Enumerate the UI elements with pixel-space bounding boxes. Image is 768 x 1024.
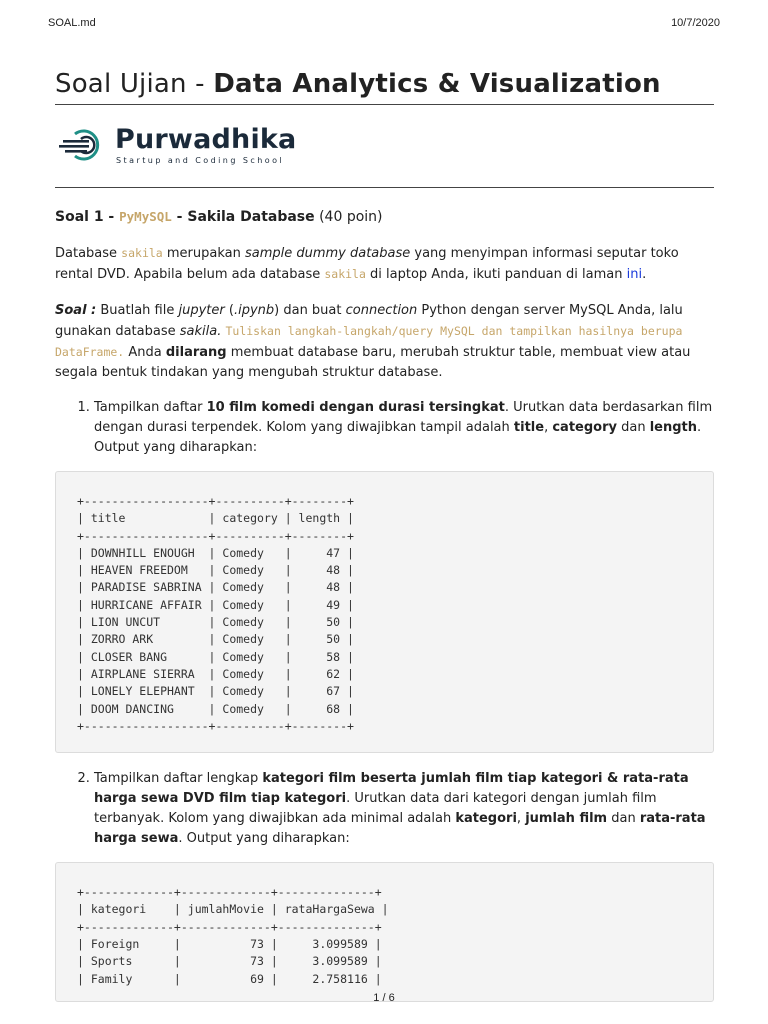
intro-text: di laptop Anda, ikuti panduan di laman <box>365 267 627 282</box>
task-text: , <box>516 811 526 827</box>
instructions-text: Buatlah file <box>96 303 179 318</box>
task-text: . Output yang diharapkan: <box>178 831 350 847</box>
soal-1-library: PyMySQL <box>119 209 172 224</box>
task-list <box>55 398 714 1002</box>
page-title-light: Soal Ujian - <box>55 69 214 99</box>
task-bold: rata-rata harga sewa <box>94 811 706 847</box>
page-title-bold: Data Analytics & Visualization <box>213 69 661 99</box>
purwadhika-swoosh-icon <box>59 128 111 162</box>
task-text: . Output yang diharapkan: <box>94 420 702 455</box>
instructions-text: membuat database baru, merubah struktur table, membuat view atau segala bentuk tindakan yang mengubah struktur database. <box>55 345 691 380</box>
logo-wordmark: Purwadhika <box>115 124 297 155</box>
print-date: 10/7/2020 <box>671 17 720 29</box>
instructions-italic: .ipynb <box>233 303 275 318</box>
intro-italic: sample dummy database <box>244 246 411 261</box>
instructions-italic: sakila. <box>179 324 222 339</box>
page-title <box>55 66 714 105</box>
task-bold: jumlah film <box>525 811 608 827</box>
intro-paragraph <box>55 243 714 285</box>
expected-output-block-2: +-------------+-------------+--------------+ | kategori | jumlahMovie | rataHargaSewa | +-------------+-------------+--------------+ | Foreign | 73 | 3.099589 | | Sports | 73 | 3.099589 | | Family | 69 | 2.758116 | <box>55 862 714 1002</box>
soal-1-points: (40 poin) <box>314 209 383 225</box>
expected-output-block-1: +------------------+----------+--------+ | title | category | length | +------------------+----------+--------+ | DOWNHILL ENOUGH | Comedy | 47 | | HEAVEN FREEDOM | Comedy | 48 | | PARADISE SABRINA | Comedy | 48 | | HURRICANE AFFAIR | Comedy | 49 | | LION UNCUT | Comedy | 50 | | ZORRO ARK | Comedy | 50 | | CLOSER BANG | Comedy | 58 | | AIRPLANE SIERRA | Comedy | 62 | | LONELY ELEPHANT | Comedy | 67 | | DOOM DANCING | Comedy | 68 | +------------------+----------+--------+ <box>55 471 714 753</box>
task-item-2 <box>77 769 714 1002</box>
instructions-text: Python dengan server MySQL Anda, lalu gunakan database <box>55 303 683 339</box>
instructions-italic: jupyter <box>178 303 225 318</box>
purwadhika-logo <box>59 122 299 166</box>
task-text: Tampilkan daftar <box>94 400 207 415</box>
task-text: . Urutkan data dari kategori dengan jumlah film terbanyak. Kolom yang diwajibkan ada minimal adalah <box>94 791 657 827</box>
instructions-inline-code: Tuliskan langkah-langkah/query MySQL dan tampilkan hasilnya berupa DataFrame. <box>55 324 683 359</box>
instructions-text: ( <box>224 303 234 318</box>
task-text: Tampilkan daftar lengkap <box>94 771 263 787</box>
print-filename: SOAL.md <box>48 17 96 29</box>
task-text: dan <box>616 420 650 435</box>
document-content <box>55 66 714 1002</box>
instructions-text: ) dan buat <box>274 303 346 318</box>
instructions-paragraph <box>55 301 714 383</box>
sakila-guide-link[interactable]: ini <box>626 267 643 282</box>
task-bold: category <box>552 420 617 435</box>
task-text: , <box>544 420 553 435</box>
task-bold: kategori <box>455 811 517 827</box>
task-bold: kategori film beserta jumlah film tiap kategori & rata-rata harga sewa DVD film tiap kategori <box>94 771 689 807</box>
soal-1-heading <box>55 207 714 227</box>
instructions-text: Anda <box>124 345 166 360</box>
task-item-1 <box>77 398 714 753</box>
intro-text: Database <box>55 246 122 261</box>
soal-1-subject: - Sakila Database <box>171 209 315 225</box>
intro-text: merupakan <box>162 246 245 261</box>
intro-text: . <box>642 267 647 282</box>
task-text: . Urutkan data berdasarkan film dengan durasi terpendek. Kolom yang diwajibkan tampil adalah <box>94 400 713 435</box>
page-number: 1 / 6 <box>373 992 395 1004</box>
logo-tagline: Startup and Coding School <box>116 156 285 165</box>
task-bold: 10 film komedi dengan durasi tersingkat <box>206 400 505 415</box>
soal-label: Soal : <box>55 303 97 318</box>
task-bold: length <box>649 420 698 435</box>
print-header <box>48 17 720 31</box>
instructions-bold: dilarang <box>165 345 227 360</box>
logo-section <box>55 105 714 188</box>
inline-code-sakila: sakila <box>324 267 366 281</box>
task-bold: title <box>513 420 545 435</box>
task-text: dan <box>607 811 640 827</box>
soal-1-prefix: Soal 1 - <box>55 209 120 225</box>
intro-text: yang menyimpan informasi seputar toko rental DVD. Apabila belum ada database <box>55 246 679 282</box>
instructions-italic: connection <box>345 303 418 318</box>
inline-code-sakila: sakila <box>121 246 163 260</box>
